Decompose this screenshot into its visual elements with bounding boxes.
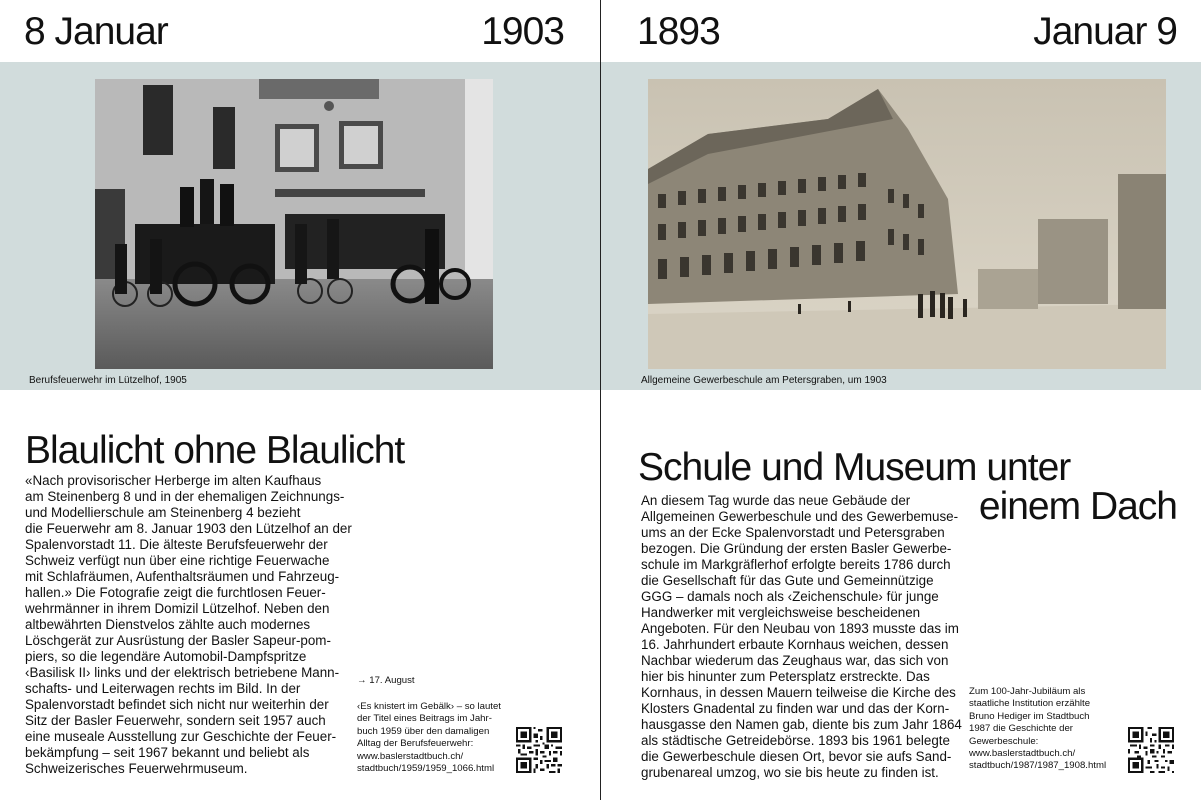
body-line: 16. Jahrhundert erbaute Kornhaus weichen, dessen <box>641 637 949 652</box>
body-line: grubenareal umzog, wo sie bis heute zu finden ist. <box>641 765 939 780</box>
body-line: wehrmänner in ihrem Domizil Lützelhof. Neben den <box>25 601 330 616</box>
sidenote-line: Bruno Hediger im Stadtbuch <box>969 710 1090 722</box>
body-line: ums an der Ecke Spalenvorstadt und Petersgraben <box>641 525 945 540</box>
trade-school-photo <box>648 79 1166 369</box>
sidenote-line: Zum 100-Jahr-Jubiläum als <box>969 686 1086 697</box>
fire-brigade-photo <box>95 79 493 369</box>
sidenote-line: buch 1959 über den damaligen <box>357 725 490 737</box>
right-date: Januar 9 <box>1033 10 1177 53</box>
left-date: 8 Januar <box>24 10 168 53</box>
right-photo-band <box>601 62 1201 390</box>
body-line: bezogen. Die Gründung der ersten Basler Gewerbe- <box>641 541 952 556</box>
right-headline-line2: einem Dach <box>978 485 1177 528</box>
left-cross-reference[interactable]: → 17. August <box>357 675 415 686</box>
sidenote-line: Gewerbeschule: <box>969 735 1039 747</box>
right-headline-line1: Schule und Museum unter <box>638 446 1071 489</box>
body-line: Angeboten. Für den Neubau von 1893 musste das im <box>641 621 959 636</box>
body-line: Sitz der Basler Feuerwehr, sondern seit 1957 auch <box>25 713 326 728</box>
body-line: ‹Basilisk II› links und der elektrisch betriebene Mann- <box>25 665 340 680</box>
left-header <box>0 0 600 62</box>
sidenote-line: staatliche Institution erzählte <box>969 698 1091 710</box>
left-year: 1903 <box>481 10 564 53</box>
body-line: am Steinenberg 8 und in der ehemaligen Zeichnungs- <box>25 489 345 504</box>
body-line: schule im Markgräflerhof erfolgte bereits 1786 durch <box>641 557 951 572</box>
body-line: Allgemeinen Gewerbeschule und des Gewerbemuse- <box>641 509 959 524</box>
body-line: Schweiz verfügt nun über eine richtige Feuerwache <box>25 553 330 568</box>
sidenote-line: ‹Es knistert im Gebälk› – so lautet <box>357 701 501 712</box>
body-line: Schweizerisches Feuerwehrmuseum. <box>25 761 248 776</box>
sidenote-link[interactable]: stadtbuch/1959/1959_1066.html <box>357 763 495 775</box>
right-caption: Allgemeine Gewerbeschule am Petersgraben, um 1903 <box>641 375 887 386</box>
left-caption: Berufsfeuerwehr im Lützelhof, 1905 <box>29 375 187 386</box>
body-line: GGG – damals noch als ‹Zeichenschule› für junge <box>641 589 939 604</box>
body-line: hausgasse den Namen gab, diente bis zum Jahr 1864 <box>641 717 962 732</box>
body-line: An diesem Tag wurde das neue Gebäude der <box>641 493 911 508</box>
body-line: hallen.» Die Fotografie zeigt die furchtlosen Feuer- <box>25 585 326 600</box>
body-line: Löschgerät zur Ausrüstung der Basler Sapeur-pom- <box>25 633 331 648</box>
body-line: Handwerker mit vergleichsweise bescheidenen <box>641 605 921 620</box>
sidenote-line: 1987 die Geschichte der <box>969 723 1073 735</box>
sidenote-link[interactable]: www.baslerstadtbuch.ch/ <box>969 748 1076 760</box>
body-line: Klosters Gnadental zu finden war und das der Korn- <box>641 701 950 716</box>
sidenote-link[interactable]: stadtbuch/1987/1987_1908.html <box>969 760 1107 772</box>
sidenote-link[interactable]: www.baslerstadtbuch.ch/ <box>357 750 464 762</box>
body-line: piers, so die legendäre Automobil-Dampfspritze <box>25 649 307 664</box>
left-qr-code[interactable] <box>516 727 562 773</box>
body-line: Spalenvorstadt befindet sich nicht nur weiterhin der <box>25 697 329 712</box>
left-photo-band <box>0 62 600 390</box>
body-line: «Nach provisorischer Herberge im alten Kaufhaus <box>25 473 322 488</box>
body-line: mit Schlafräumen, Aufenthaltsräumen und Fahrzeug- <box>25 569 340 584</box>
sidenote-line: Alltag der Berufsfeuerwehr: <box>357 738 474 750</box>
right-sidenote <box>969 686 1106 773</box>
body-line: die Feuerwehr am 8. Januar 1903 den Lützelhof an der <box>25 521 352 536</box>
right-page <box>601 0 1201 800</box>
right-body-text <box>641 493 962 781</box>
body-line: Nachbar wiederum das Zeughaus war, das sich von <box>641 653 949 668</box>
body-line: Spalenvorstadt 11. Die älteste Berufsfeuerwehr der <box>25 537 328 552</box>
body-line: bekämpfung – seit 1967 bekannt und beliebt als <box>25 745 310 760</box>
body-line: die Gewerbeschule diesen Ort, bevor sie aufs Sand- <box>641 749 952 764</box>
right-qr-code[interactable] <box>1128 727 1174 773</box>
body-line: die Gesellschaft für das Gute und Gemeinnützige <box>641 573 934 588</box>
body-line: eine museale Ausstellung zur Geschichte der Feuer- <box>25 729 337 744</box>
left-page <box>0 0 600 800</box>
body-line: altbewährten Dienstvelos zählte auch modernes <box>25 617 311 632</box>
body-line: Kornhaus, in dessen Mauern teilweise die Kirche des <box>641 685 956 700</box>
left-headline: Blaulicht ohne Blaulicht <box>25 429 405 472</box>
body-line: und Modellierschule am Steinenberg 4 bezieht <box>25 505 301 520</box>
left-sidenote <box>357 701 501 775</box>
right-year: 1893 <box>637 10 720 53</box>
right-header <box>601 0 1201 62</box>
sidenote-line: der Titel eines Beitrags im Jahr- <box>357 713 492 725</box>
body-line: schafts- und Leiterwagen rechts im Bild. In der <box>25 681 301 696</box>
left-body-text <box>25 473 352 777</box>
body-line: hier bis hinunter zum Petersplatz erstreckte. Das <box>641 669 930 684</box>
body-line: als städtische Getreidebörse. 1893 bis 1961 belegte <box>641 733 950 748</box>
